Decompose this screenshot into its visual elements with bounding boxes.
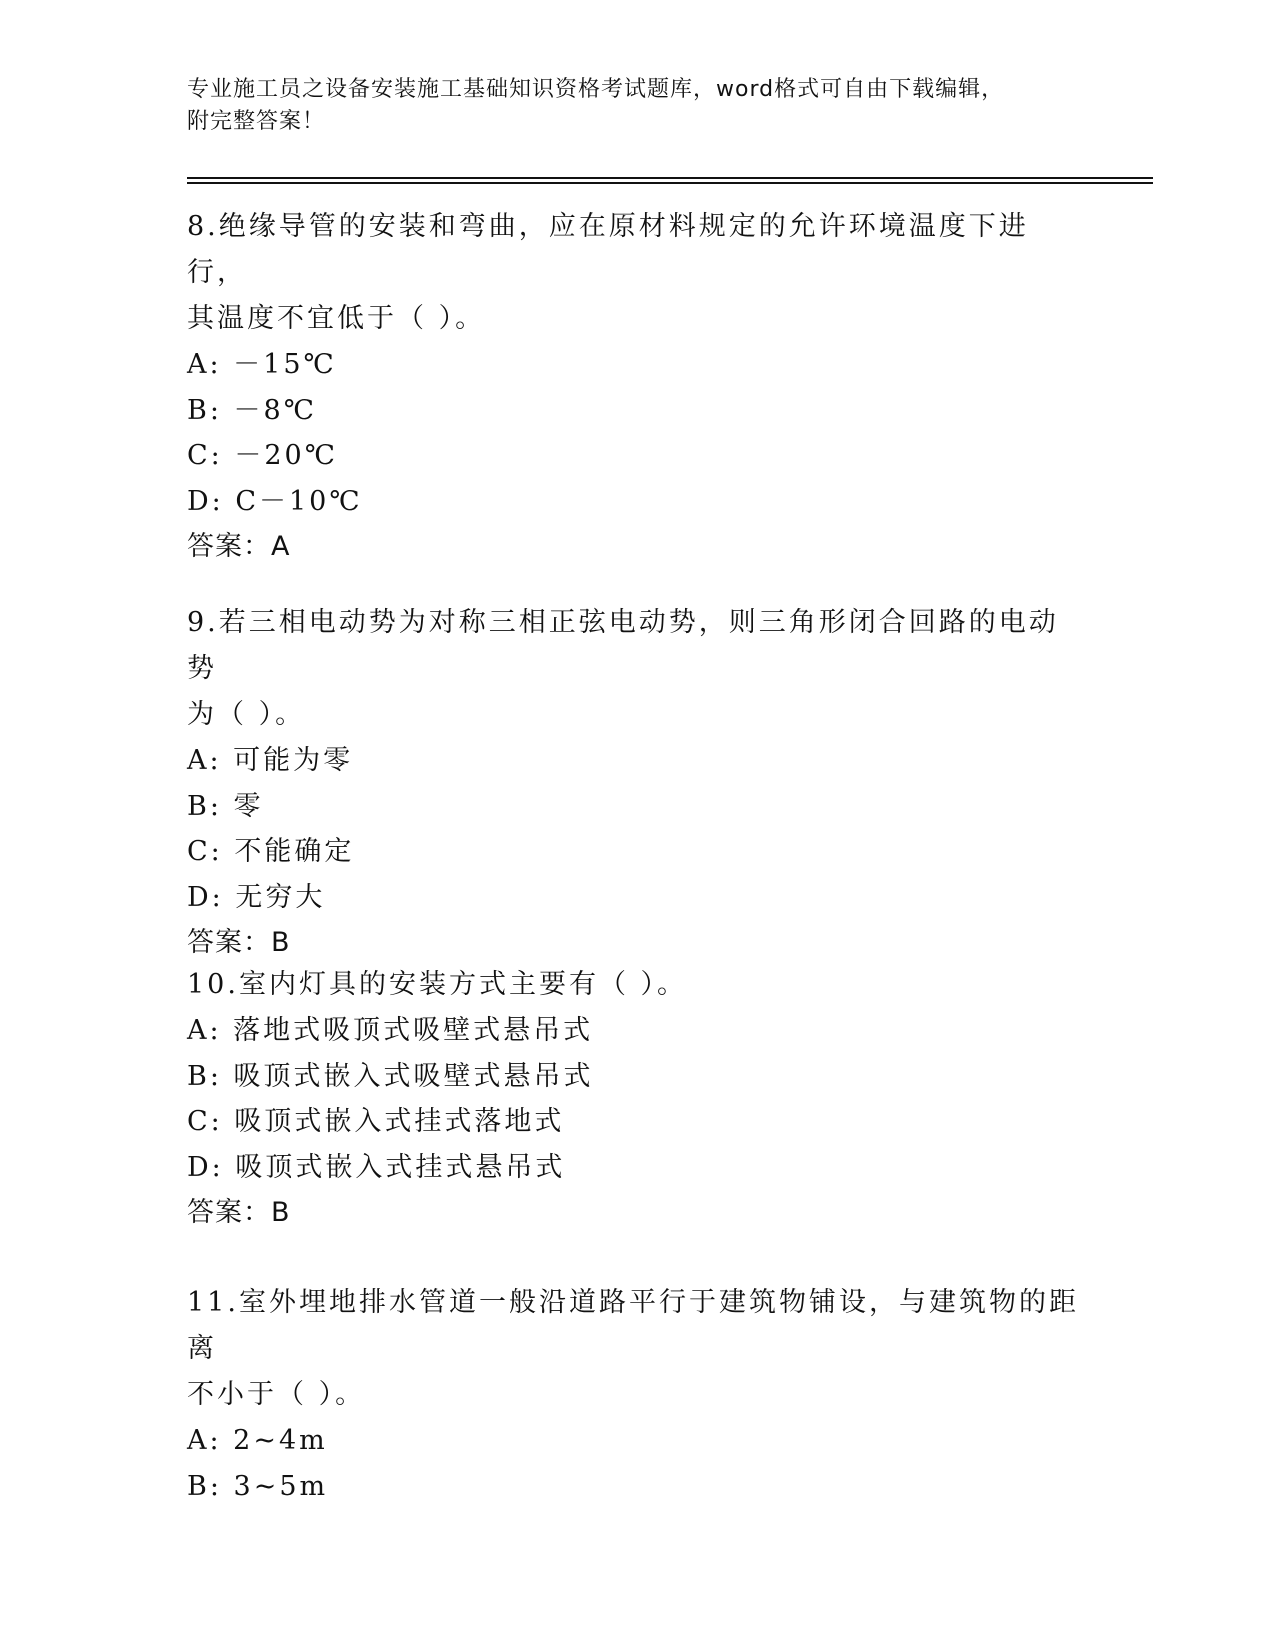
header-line-2: 附完整答案！ xyxy=(187,109,326,134)
option-d: D: C－10℃ xyxy=(187,485,363,517)
question-11 xyxy=(187,1280,1087,1509)
question-stem-line: 9.若三相电动势为对称三相正弦电动势，则三角形闭合回路的电动势 xyxy=(187,607,1059,684)
question-stem-line: 不小于（ ）。 xyxy=(187,1379,366,1410)
question-stem-line: 为（ ）。 xyxy=(187,699,306,730)
option-d: D: 无穷大 xyxy=(187,881,326,913)
option-c: C: 吸顶式嵌入式挂式落地式 xyxy=(187,1106,565,1137)
header-line-1: 专业施工员之设备安装施工基础知识资格考试题库，word格式可自由下载编辑， xyxy=(187,77,1005,102)
option-c: C: 不能确定 xyxy=(187,836,355,867)
option-b: B: －8℃ xyxy=(187,394,317,426)
question-9 xyxy=(187,600,1087,966)
answer-line: 答案：B xyxy=(187,927,291,958)
question-stem-line: 8.绝缘导管的安装和弯曲，应在原材料规定的允许环境温度下进行， xyxy=(187,211,1029,288)
option-a: A: 2~4m xyxy=(187,1425,328,1456)
option-c: C: －20℃ xyxy=(187,440,338,471)
question-8 xyxy=(187,204,1087,570)
option-b: B: 3~5m xyxy=(187,1470,329,1502)
question-10 xyxy=(187,962,1087,1236)
option-b: B: 吸顶式嵌入式吸壁式悬吊式 xyxy=(187,1060,594,1092)
answer-line: 答案：A xyxy=(187,531,291,562)
option-a: A: 可能为零 xyxy=(187,745,354,776)
question-stem-line: 11.室外埋地排水管道一般沿道路平行于建筑物铺设，与建筑物的距离 xyxy=(187,1287,1079,1364)
option-d: D: 吸顶式嵌入式挂式悬吊式 xyxy=(187,1151,566,1183)
question-stem-line: 10.室内灯具的安装方式主要有（ ）。 xyxy=(187,969,688,1000)
answer-line: 答案：B xyxy=(187,1197,291,1228)
document-header xyxy=(187,74,1087,138)
header-divider-top xyxy=(187,177,1153,179)
question-stem-line: 其温度不宜低于（ ）。 xyxy=(187,303,486,334)
option-a: A: 落地式吸顶式吸壁式悬吊式 xyxy=(187,1015,594,1046)
option-a: A: －15℃ xyxy=(187,349,337,380)
header-divider-bottom xyxy=(187,182,1153,184)
option-b: B: 零 xyxy=(187,790,264,822)
